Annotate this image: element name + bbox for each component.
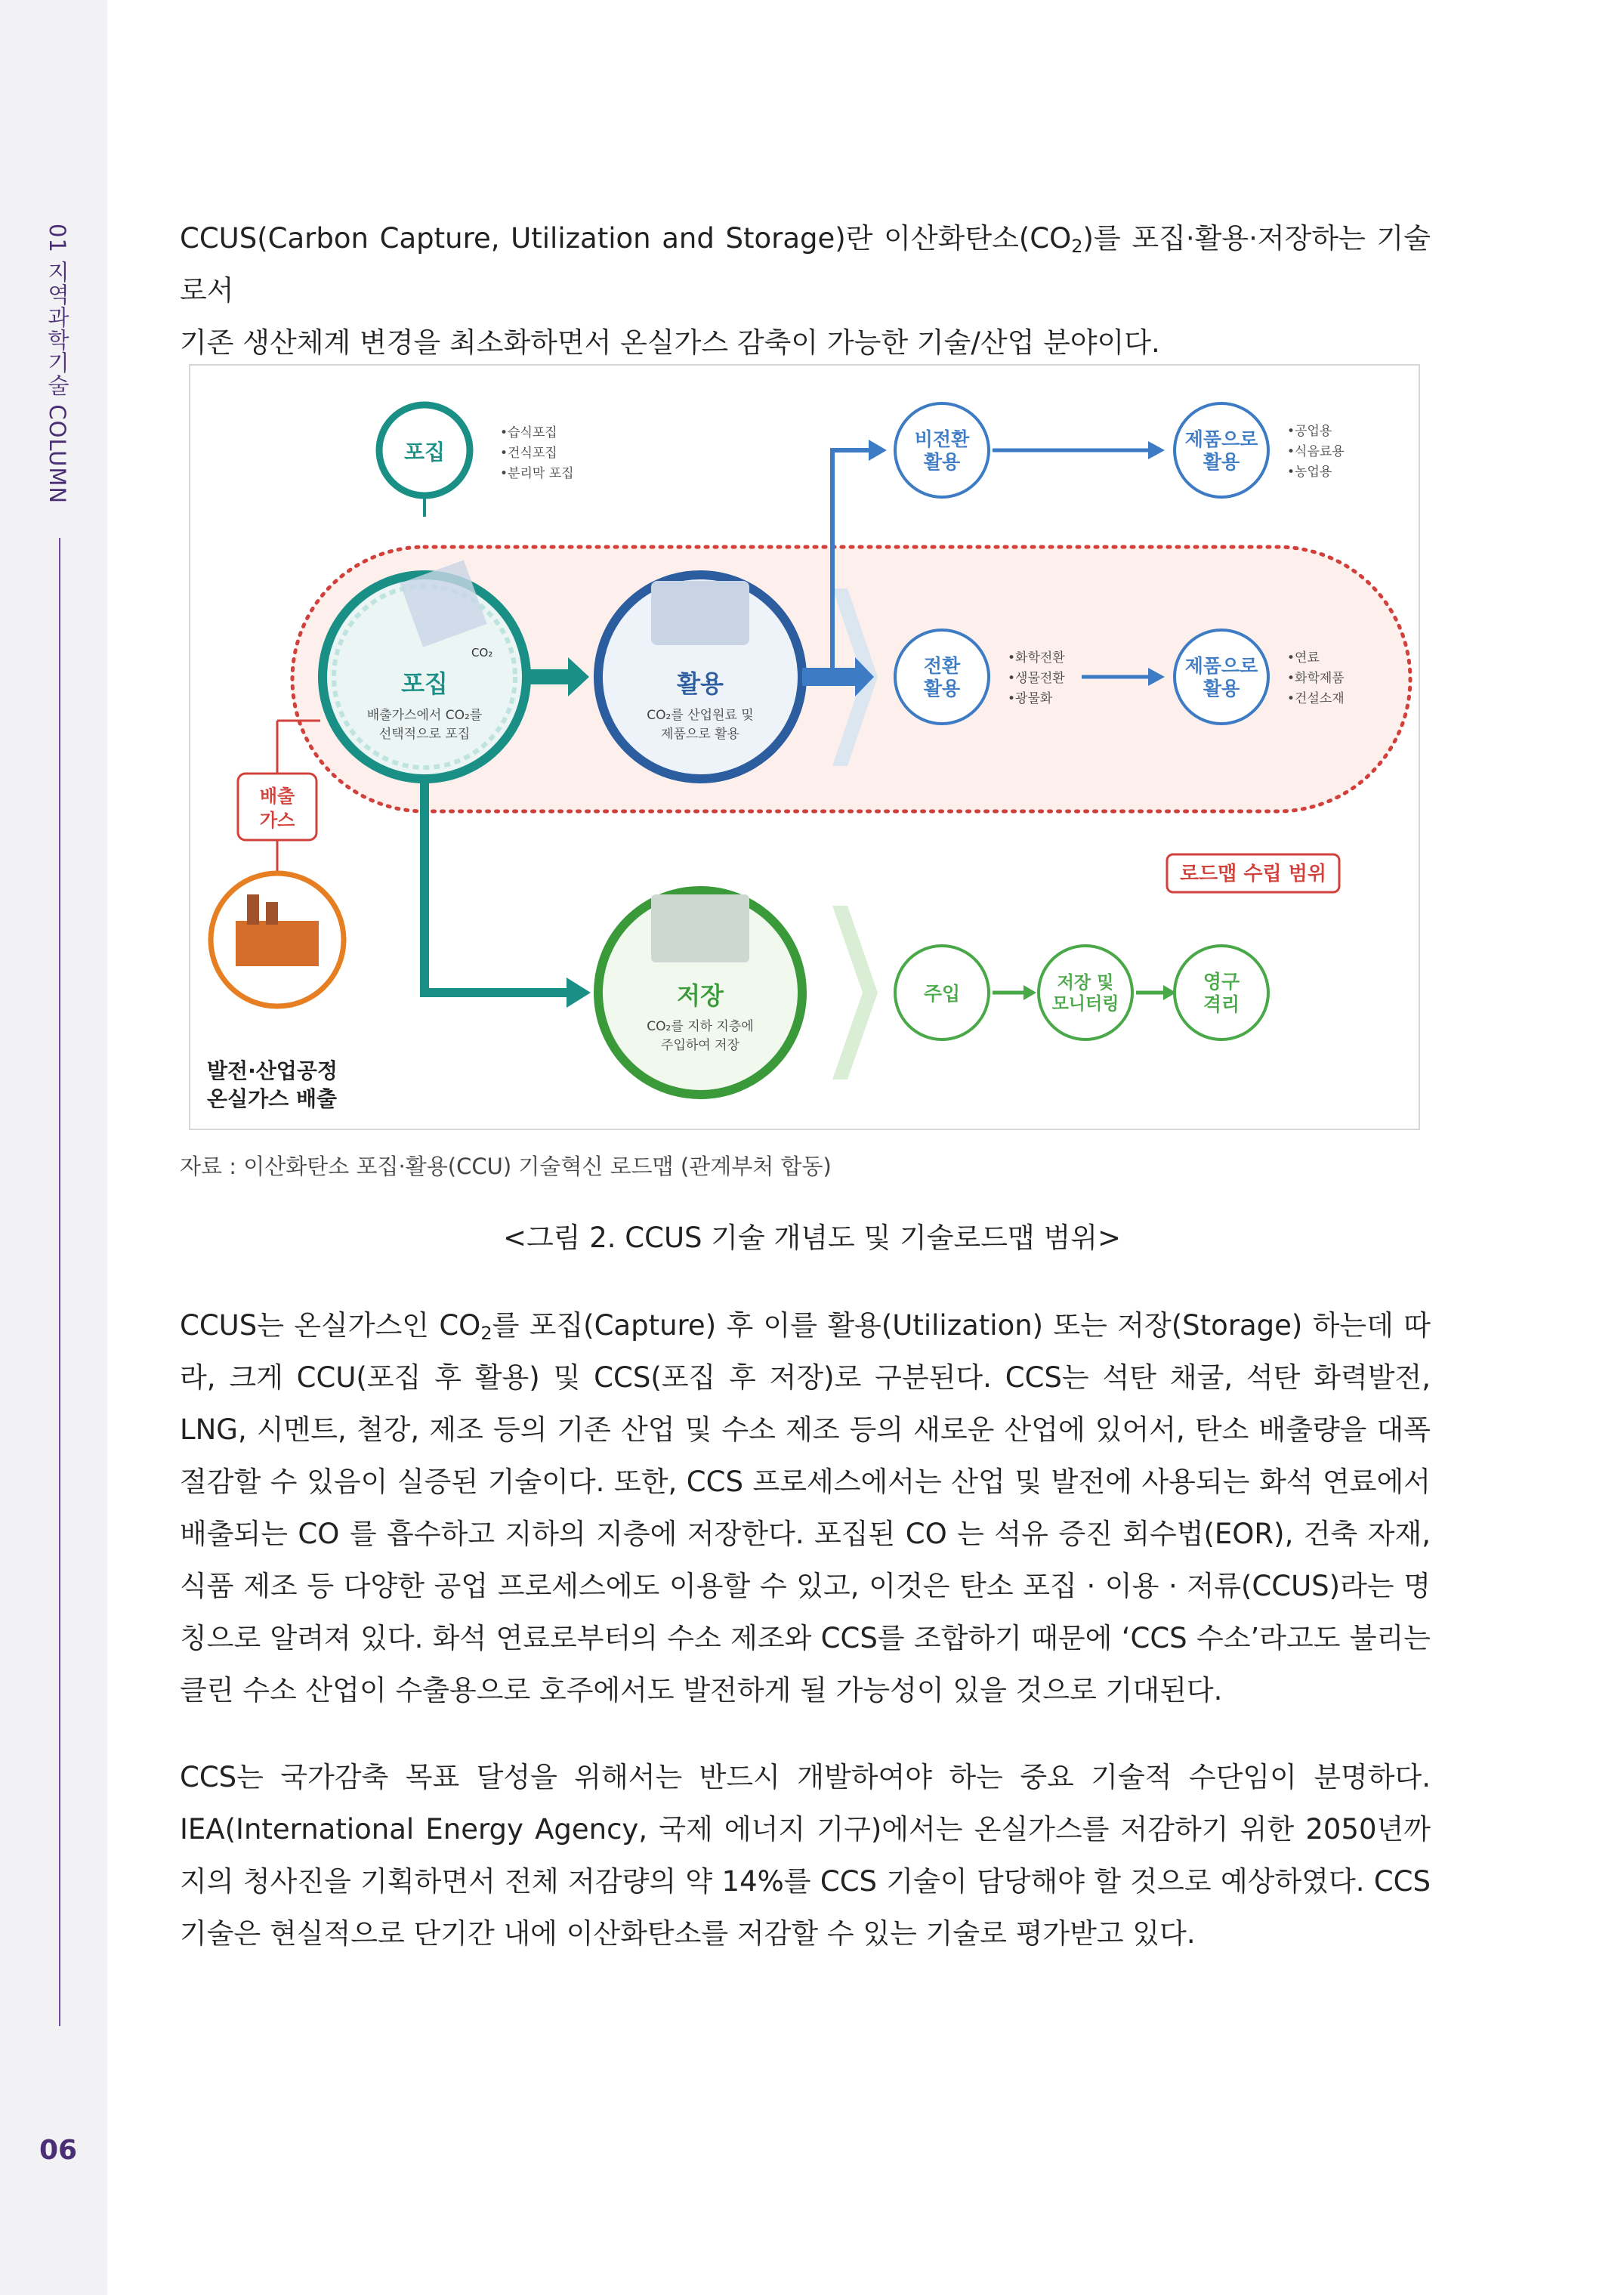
conversion-circle	[895, 630, 989, 724]
capture-title: 포집	[401, 669, 448, 698]
capture-desc-2: 선택적으로 포집	[378, 727, 471, 742]
conv-list-1: •화학전환	[1008, 650, 1065, 666]
monitor-circle	[1039, 946, 1132, 1039]
capture-to-storage-arrow	[567, 978, 591, 1008]
sidebar	[0, 0, 107, 2295]
isolate-label-1: 영구	[1203, 971, 1240, 993]
util-desc-1: CO₂를 산업원료 및	[647, 708, 754, 723]
intro-text-1: CCUS(Carbon Capture, Utilization and Storage)란 이산화탄소(CO	[180, 222, 1072, 255]
product2-list-1: •연료	[1287, 650, 1320, 666]
capture-desc-1: 배출가스에서 CO₂를	[366, 708, 483, 723]
co2-label: CO₂	[471, 646, 493, 659]
body-paragraph-2: CCS는 국가감축 목표 달성을 위해서는 반드시 개발하여야 하는 중요 기술적 수단임이 분명하다. IEA(International Energy Agency, 국제 에너지 기구)에서는 온실가스를 저감하기 위한 2050년까지의 청사진을 기획하면서 전체 저감량의 약 14%를 CCS 기술이 담당해야 할 것으로 예상하였다. CCS 기술은 현실적으로 단기간 내에 이산화탄소를 저감할 수 있는 기술로 평가받고 있다.	[180, 1761, 1431, 1950]
capture-small-label: 포집	[403, 440, 446, 465]
product2-label-1: 제품으로	[1184, 655, 1258, 677]
roadmap-scope-label: 로드맵 수립 범위	[1180, 863, 1326, 885]
figure-source: 자료 : 이산화탄소 포집·활용(CCU) 기술혁신 로드맵 (관계부처 합동)	[180, 1154, 832, 1179]
product1-circle	[1175, 403, 1268, 497]
inject-label: 주입	[923, 983, 961, 1005]
monitor-label-1: 저장 및	[1057, 973, 1114, 993]
product1-label-1: 제품으로	[1184, 428, 1258, 450]
emission-label-1: 배출	[259, 786, 295, 807]
isolate-label-2: 격리	[1203, 993, 1240, 1015]
conv-list-3: •광물화	[1008, 691, 1053, 706]
nonconversion-circle	[895, 403, 989, 497]
section-title: 01 지역과학기술 COLUMN	[45, 224, 70, 505]
intro-text-3: 기존 생산체계 변경을 최소화하면서 온실가스 감축이 가능한 기술/산업 분야이다.	[180, 326, 1160, 359]
nonconv-label-1: 비전환	[914, 428, 970, 450]
plant-label-2: 온실가스 배출	[207, 1086, 338, 1111]
conv-label-1: 전환	[923, 655, 961, 677]
intro-text-2: )를 포집·활용·저장하는 기술로서	[180, 222, 1431, 307]
storage-icon	[651, 894, 749, 962]
nonconv-label-2: 활용	[923, 451, 961, 473]
product2-circle	[1175, 630, 1268, 724]
ccus-figure	[189, 364, 1420, 1130]
util-title: 활용	[677, 669, 724, 698]
capture-method-3: •분리막 포집	[500, 466, 574, 481]
capture-method-1: •습식포집	[500, 425, 557, 440]
body-paragraph-1	[180, 1299, 1431, 1716]
product2-list-3: •건설소재	[1287, 691, 1345, 706]
product1-list-1: •공업용	[1287, 424, 1332, 439]
conv-label-2: 활용	[923, 678, 961, 700]
isolate-circle	[1175, 946, 1268, 1039]
p2-text-2: 를 포집(Capture) 후 이를 활용(Utilization) 또는 저장(Storage) 하는데 따라, 크게 CCU(포집 후 활용) 및 CCS(포집 후 저장)로 구분된다. CCS는 석탄 채굴, 석탄 화력발전, LNG, 시멘트, 철강, 제조 등의 기존 산업 및 수소 제조 등의 새로운 산업에 있어서, 탄소 배출량을 대폭 절감할 수 있음이 실증된 기술이다. 또한, CCS 프로세스에서는 산업 및 발전에 사용되는 화석 연료에서 배출되는 CO 를 흡수하고 지하의 지층에 저장한다. 포집된 CO 는 석유 증진 회수법(EOR), 건축 자재, 식품 제조 등 다양한 공업 프로세스에도 이용할 수 있고, 이것은 탄소 포집 · 이용 · 저류(CCUS)라는 명칭으로 알려져 있다. 화석 연료로부터의 수소 제조와 CCS를 조합하기 때문에 ‘CCS 수소’라고도 불리는 클린 수소 산업이 수출용으로 호주에서도 발전하게 될 가능성이 있을 것으로 기대된다.	[180, 1309, 1431, 1707]
emission-label-2: 가스	[259, 810, 295, 831]
p2-subscript: 2	[480, 1323, 492, 1344]
product2-list-2: •화학제품	[1287, 671, 1345, 686]
capture-method-2: •건식포집	[500, 446, 557, 461]
util-desc-2: 제품으로 활용	[661, 727, 739, 742]
sidebar-divider	[59, 538, 60, 2026]
conv-list-2: •생물전환	[1008, 671, 1065, 686]
p2-text-1: CCUS는 온실가스인 CO	[180, 1309, 481, 1342]
intro-subscript: 2	[1071, 236, 1083, 257]
product1-list-2: •식음료용	[1287, 444, 1345, 459]
page-number: 06	[39, 2135, 78, 2166]
plant-icon	[236, 921, 319, 966]
utilization-icon	[651, 581, 749, 645]
intro-paragraph	[180, 212, 1431, 369]
product1-label-2: 활용	[1203, 451, 1240, 473]
product1-list-3: •농업용	[1287, 465, 1332, 480]
monitor-label-2: 모니터링	[1051, 994, 1119, 1014]
storage-desc-1: CO₂를 지하 지층에	[647, 1019, 754, 1034]
plant-label-1: 발전·산업공정	[207, 1058, 338, 1083]
storage-title: 저장	[677, 981, 724, 1010]
product2-label-2: 활용	[1203, 678, 1240, 700]
figure-caption: <그림 2. CCUS 기술 개념도 및 기술로드맵 범위>	[502, 1222, 1121, 1254]
storage-desc-2: 주입하여 저장	[661, 1038, 739, 1053]
